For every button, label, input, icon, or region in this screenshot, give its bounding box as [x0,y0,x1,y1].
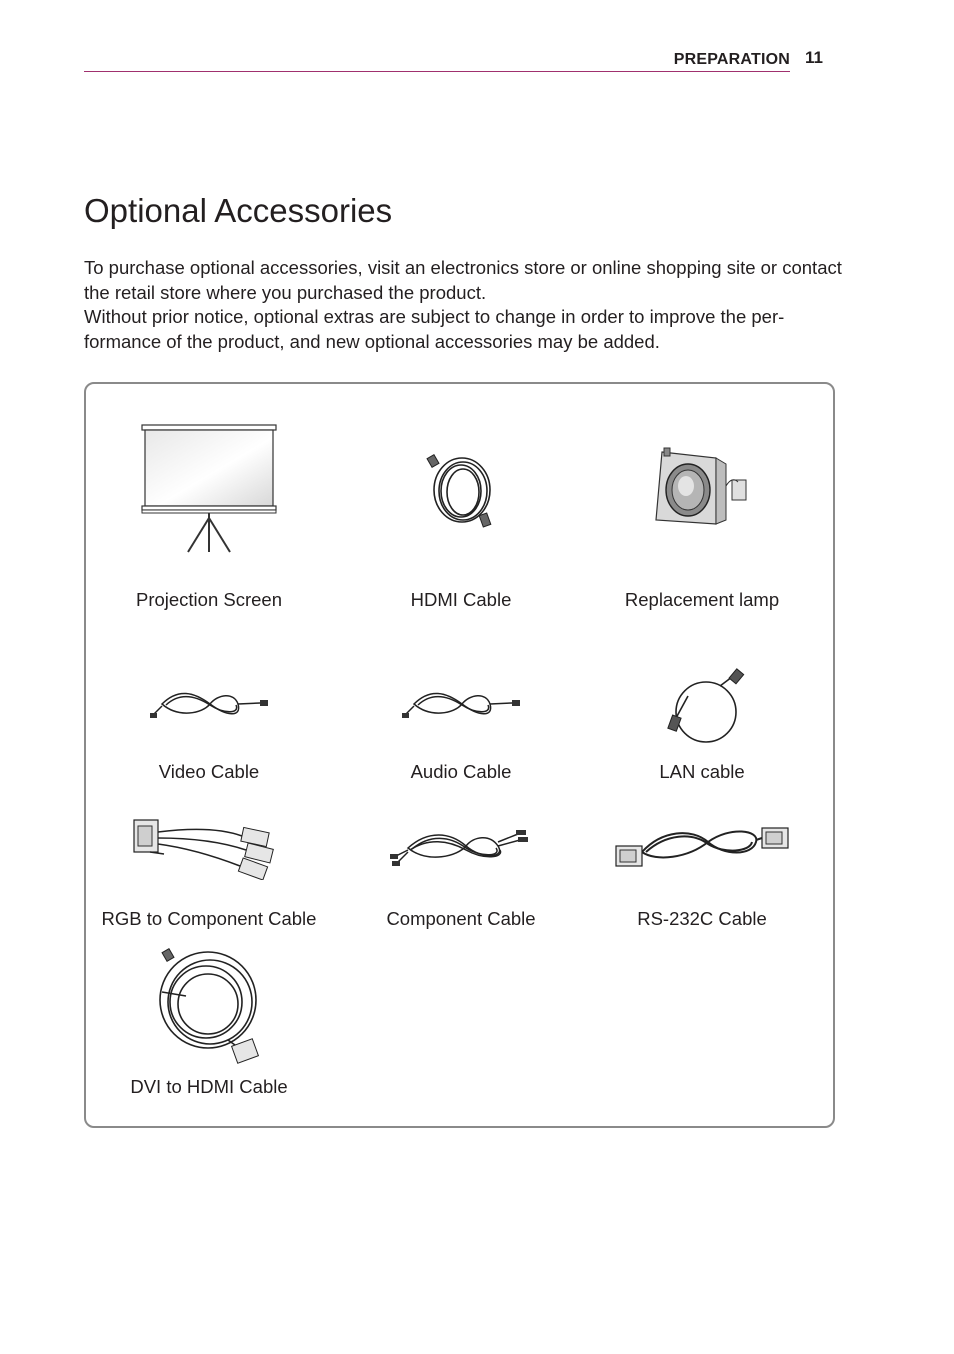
header-rule [84,71,790,72]
intro-text [84,256,844,354]
accessory-label-dvi-to-hdmi-cable: DVI to HDMI Cable [130,1076,288,1097]
section-name: PREPARATION [673,51,790,68]
dvi-to-hdmi-cable-icon [156,942,266,1066]
accessory-label-lan-cable: LAN cable [659,761,745,782]
replacement-lamp-icon [652,446,752,526]
rs232c-cable-icon [612,822,792,872]
accessory-label-replacement-lamp: Replacement lamp [624,589,780,610]
component-cable-icon [388,824,536,870]
accessory-label-rs232c-cable: RS-232C Cable [637,908,767,929]
intro-paragraph: To purchase optional accessories, visit an electronics store or online shopping site or contact the retail store where you purchased the product. [84,257,842,303]
accessory-label-hdmi-cable: HDMI Cable [410,589,512,610]
lan-cable-icon [660,668,746,746]
page-number: 11 [805,48,823,67]
accessory-label-component-cable: Component Cable [386,908,536,929]
video-cable-icon [148,688,272,722]
accessory-label-rgb-to-component-cable: RGB to Component Cable [101,908,317,929]
rgb-to-component-cable-icon [130,814,278,880]
accessory-label-video-cable: Video Cable [158,761,260,782]
projection-screen-icon [138,420,282,556]
intro-paragraph: Without prior notice, optional extras are subject to change in order to improve the per-formance of the product, and new optional accessories may be added. [84,306,785,352]
hdmi-cable-icon [425,450,501,532]
accessory-label-projection-screen: Projection Screen [135,589,283,610]
audio-cable-icon [400,688,524,722]
page-title: Optional Accessories [84,192,393,229]
accessory-label-audio-cable: Audio Cable [410,761,512,782]
